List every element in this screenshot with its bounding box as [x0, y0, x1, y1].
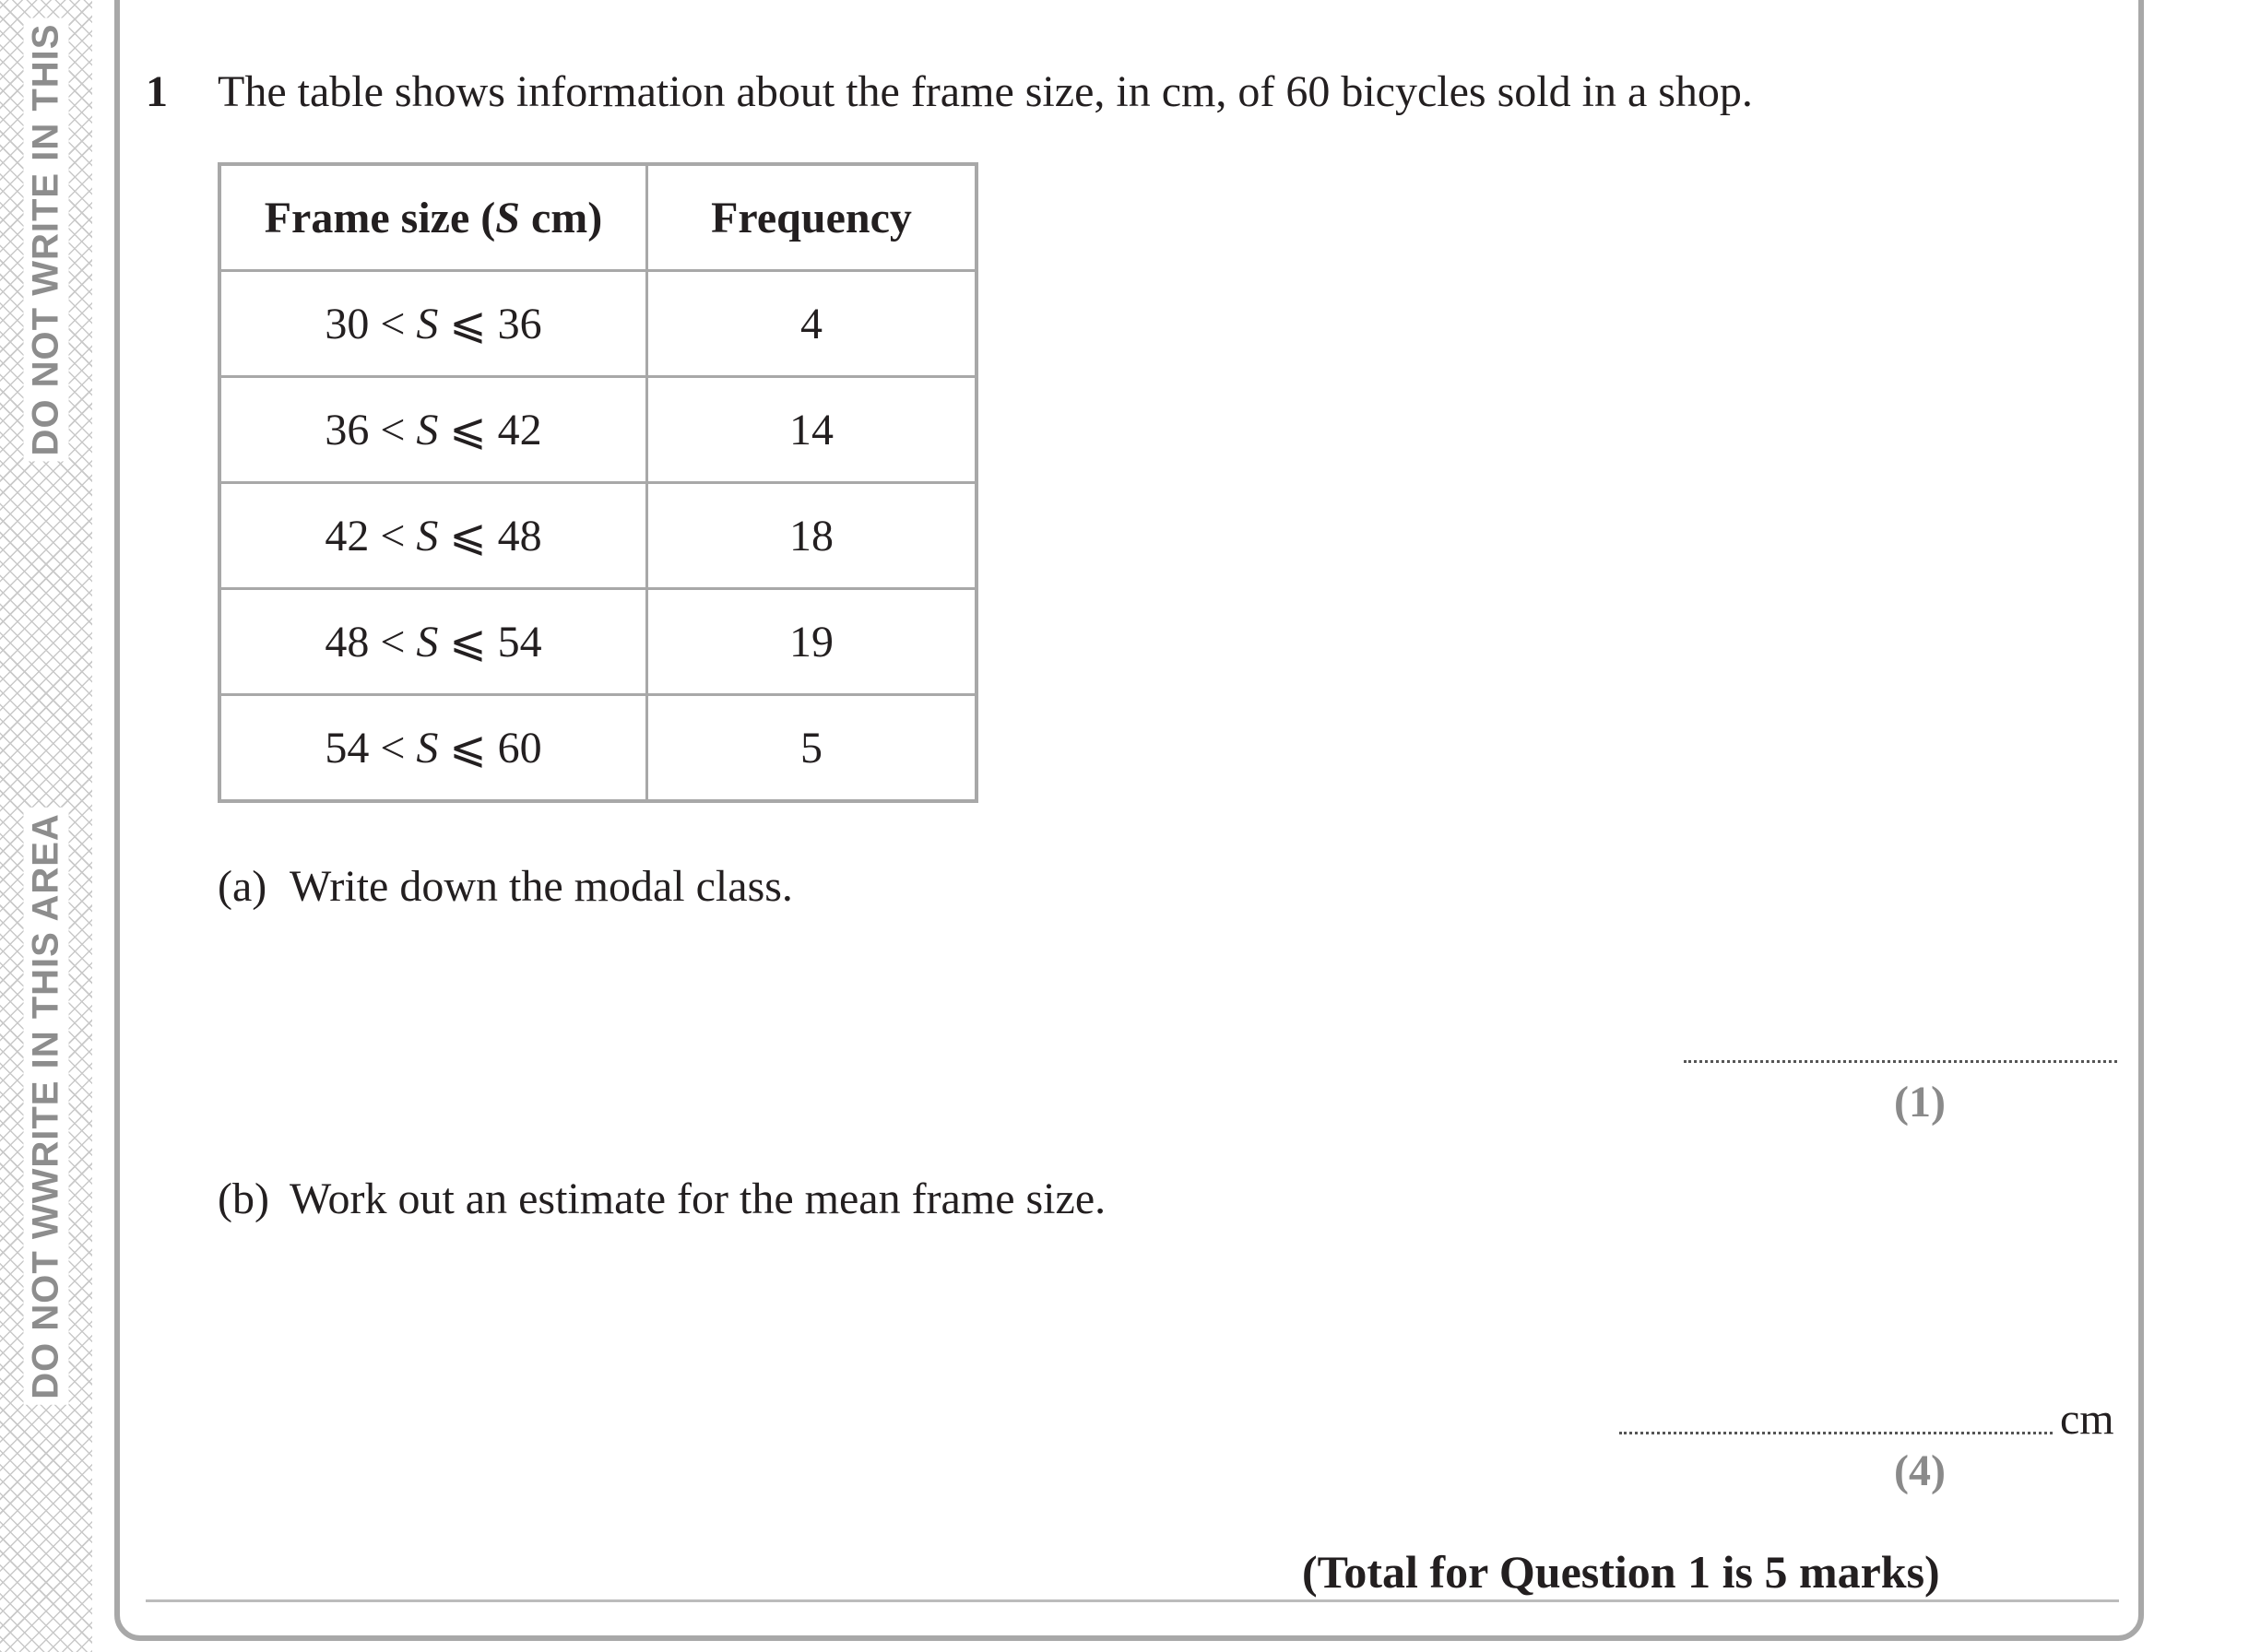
part-b-label: (b)	[218, 1174, 269, 1223]
class-cell: 30 < S ⩽ 36	[219, 271, 647, 377]
header-frequency: Frequency	[647, 164, 977, 271]
frequency-cell: 18	[647, 483, 977, 589]
part-a-text: Write down the modal class.	[290, 862, 793, 911]
margin-warning-top: DO NOT WRITE IN THIS	[24, 18, 69, 462]
table-row	[219, 589, 977, 695]
class-cell: 36 < S ⩽ 42	[219, 377, 647, 483]
header-frame-size: Frame size (S cm)	[219, 164, 647, 271]
table-header-row	[219, 164, 977, 271]
class-cell: 54 < S ⩽ 60	[219, 695, 647, 802]
margin-warning-bottom: DO NOT WWRITE IN THIS AREA	[24, 808, 69, 1405]
part-a	[218, 861, 793, 912]
frequency-cell: 14	[647, 377, 977, 483]
table-row	[219, 695, 977, 802]
table-row	[219, 483, 977, 589]
answer-line-b[interactable]	[1619, 1432, 2053, 1434]
table-row	[219, 271, 977, 377]
frequency-table	[218, 162, 978, 803]
answer-unit: cm	[2060, 1395, 2114, 1444]
divider	[146, 1599, 2119, 1602]
question-total: (Total for Question 1 is 5 marks)	[1302, 1546, 1940, 1598]
margin-strip	[0, 0, 92, 1652]
class-cell: 42 < S ⩽ 48	[219, 483, 647, 589]
frequency-cell: 5	[647, 695, 977, 802]
marks-a: (1)	[1894, 1078, 1946, 1127]
question-number: 1	[146, 67, 168, 116]
part-b	[218, 1174, 1106, 1224]
frequency-cell: 4	[647, 271, 977, 377]
part-b-text: Work out an estimate for the mean frame size.	[290, 1174, 1107, 1223]
frequency-cell: 19	[647, 589, 977, 695]
table-row	[219, 377, 977, 483]
question-text: The table shows information about the frame size, in cm, of 60 bicycles sold in a shop.	[218, 67, 1753, 116]
answer-line-a[interactable]	[1684, 1060, 2117, 1063]
marks-b: (4)	[1894, 1446, 1946, 1495]
class-cell: 48 < S ⩽ 54	[219, 589, 647, 695]
part-a-label: (a)	[218, 862, 267, 911]
